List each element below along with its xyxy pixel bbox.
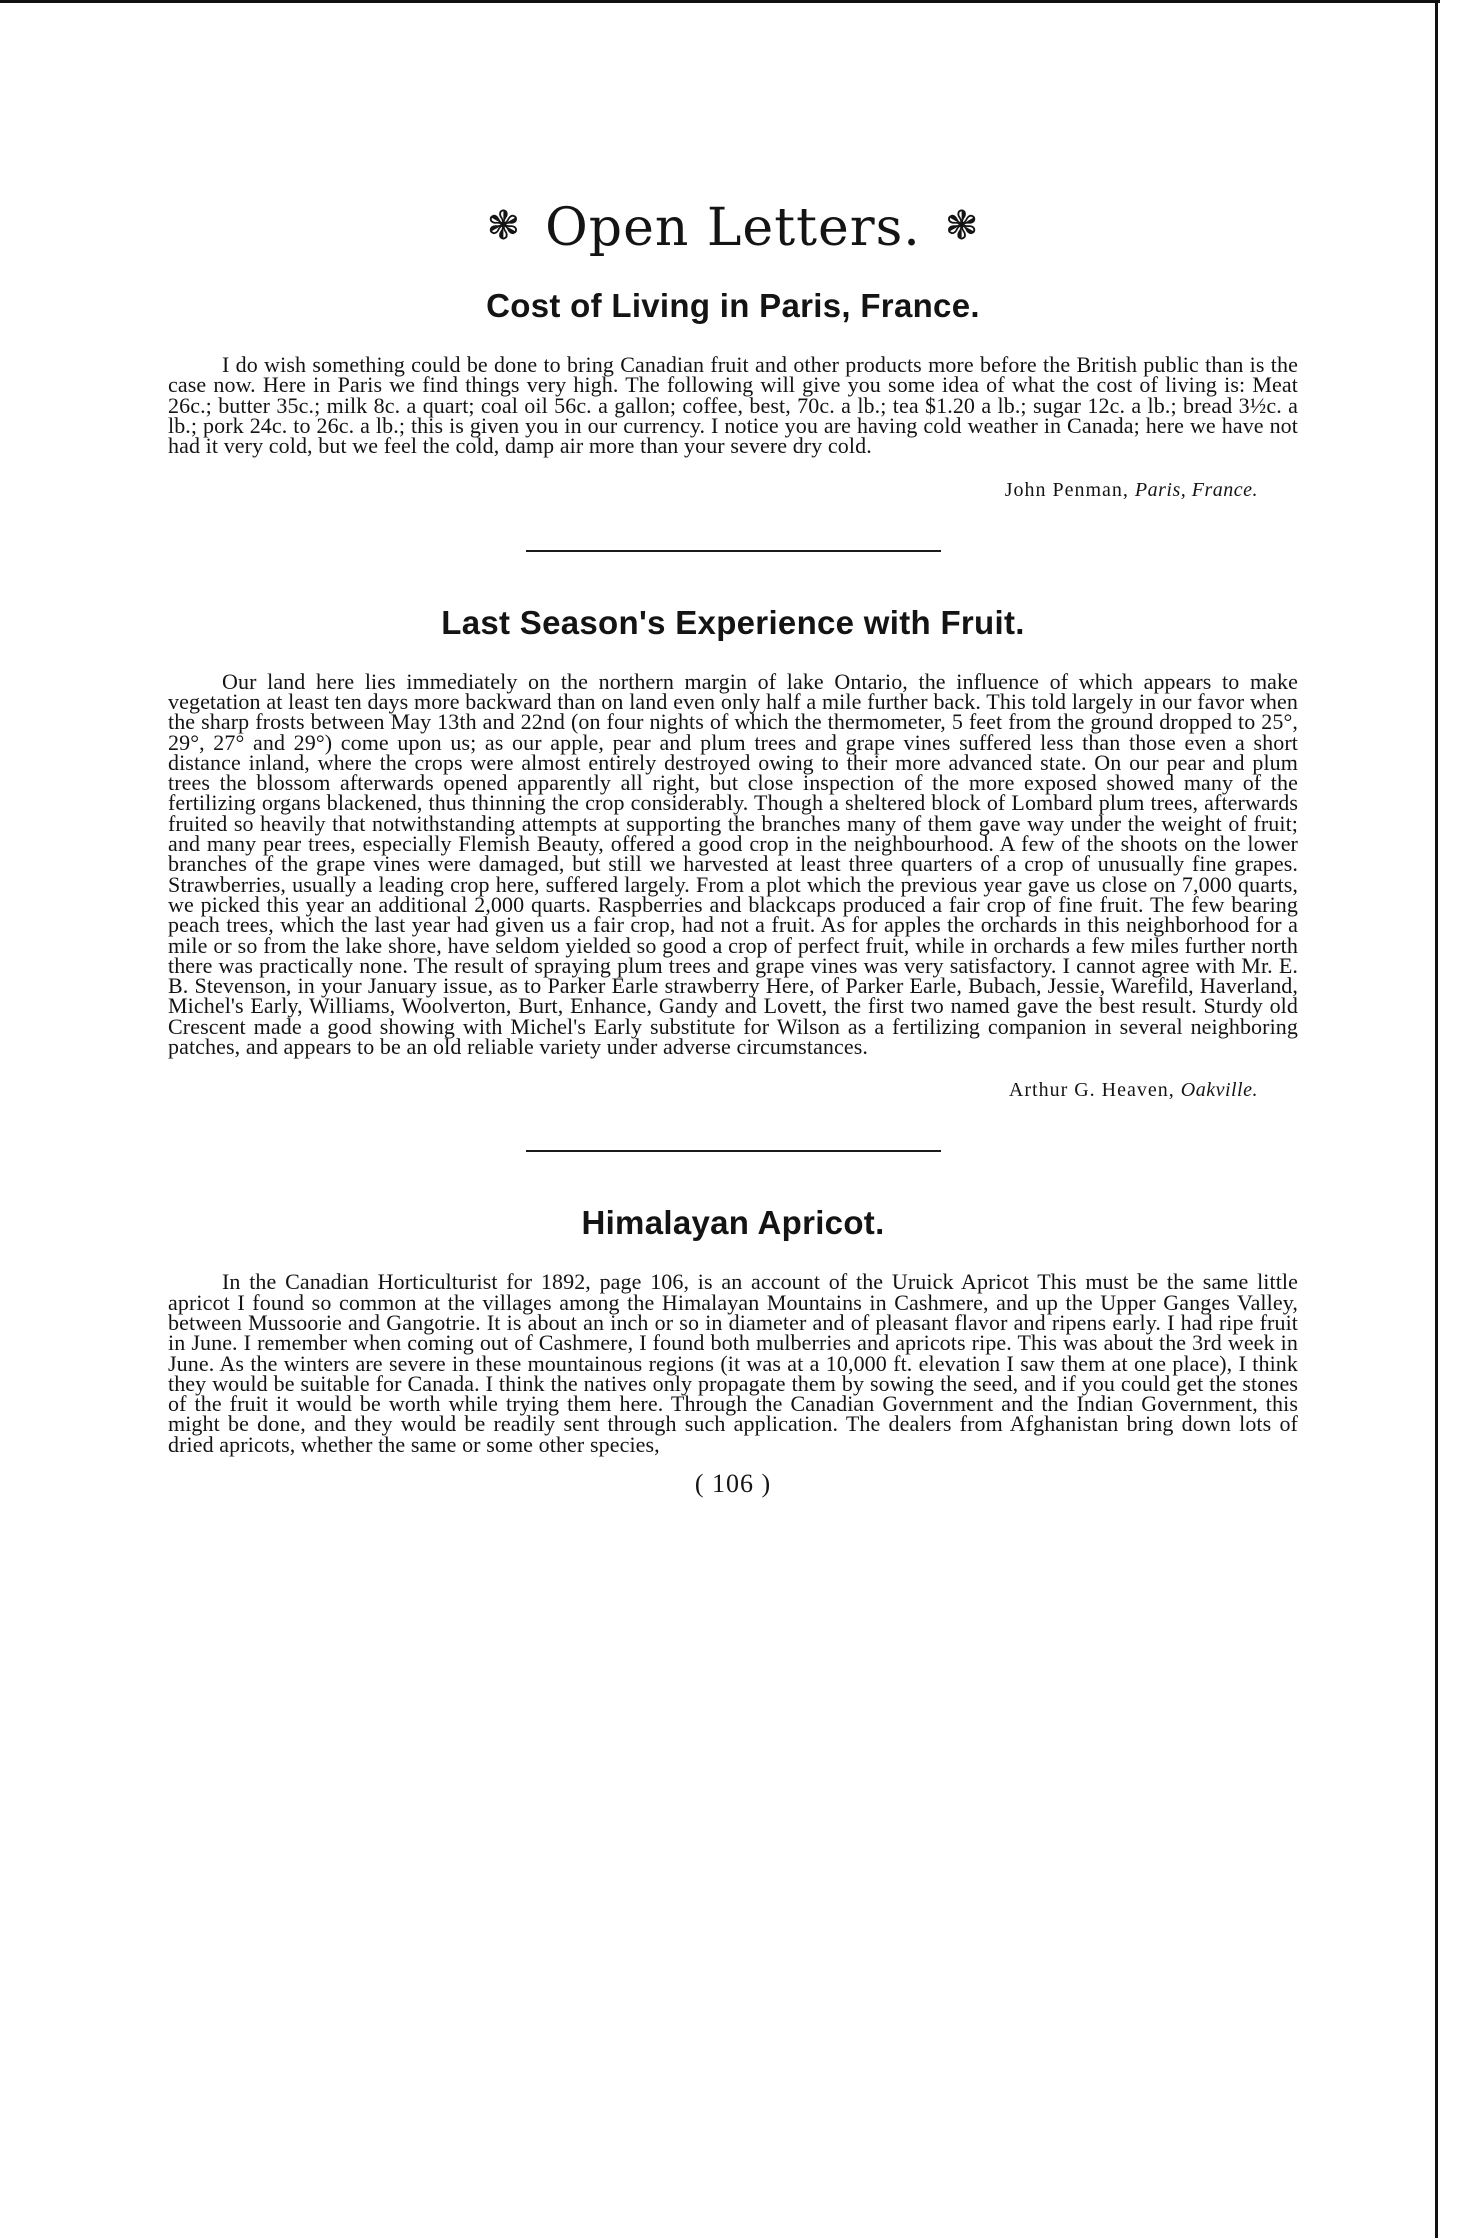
author-name: Arthur G. Heaven, — [1008, 1079, 1175, 1102]
article-title: Himalayan Apricot. — [581, 1204, 885, 1242]
author-place: Paris, France. — [1134, 478, 1258, 501]
asterisk-ornament-icon: ❃ — [486, 203, 522, 249]
article-body: In the Canadian Horticulturist for 1892, page 106, is an account of the Uruick Apricot This must be the same little apricot I found so common at the villages among the Himalayan Mountains in Cashmere, and up the Upper Ganges Valley, between Mussoorie and Gangotrie. It is about an inch or so in diameter and of pleasant flavor and ripens early. I had ripe fruit in June. I remember when coming out of Cashmere, I found both mulberries and apricots ripe. This was about the 3rd week in June. As the winters are severe in these mountainous regions (it was at a 10,000 ft. elevation I saw them at one place), I think they would be suitable for Canada. I think the natives only propagate them by sowing the seed, and if you could get the stones of the fruit it would be worth while trying them here. Through the Canadian Government and the Indian Government, this might be done, and they would be readily sent through such application. The dealers from Afghanistan bring down lots of dried apricots, whether the same or some other species, — [168, 1269, 1298, 1457]
magazine-page — [168, 200, 1298, 1499]
section-masthead — [168, 200, 1298, 257]
article-cost-of-living — [168, 287, 1298, 501]
article-himalayan-apricot — [168, 1204, 1298, 1455]
article-fruit-experience — [168, 604, 1298, 1103]
article-title: Last Season's Experience with Fruit. — [441, 603, 1025, 641]
masthead-title: Open Letters. — [545, 198, 921, 258]
author-signature — [168, 1079, 1258, 1102]
asterisk-ornament-icon: ❃ — [944, 203, 980, 249]
page-number: ( 106 ) — [694, 1468, 772, 1498]
article-body: I do wish something could be done to bring Canadian fruit and other products more before the British public than is the case now. Here in Paris we find things very high. The following will give you some idea of what the cost of living is: Meat 26c.; butter 35c.; milk 8c. a quart; coal oil 56c. a gallon; coffee, best, 70c. a lb.; tea $1.20 a lb.; sugar 12c. a lb.; bread 3½c. a lb.; pork 24c. to 26c. a lb.; this is given you in our currency. I notice you are having cold weather in Canada; here we have not had it very cold, but we feel the cold, damp air more than your severe dry cold. — [168, 352, 1298, 459]
author-signature — [168, 479, 1258, 502]
author-name: John Penman, — [1004, 478, 1129, 501]
section-divider — [526, 550, 941, 552]
author-place: Oakville. — [1180, 1079, 1258, 1102]
scan-top-edge — [0, 0, 1440, 3]
article-body: Our land here lies immediately on the northern margin of lake Ontario, the influence of which appears to make vegetation at least ten days more backward than on land even only half a mile further back. This told largely in our favor when the sharp frosts between May 13th and 22nd (on four nights of which the thermometer, 5 feet from the ground dropped to 25°, 29°, 27° and 29°) come upon us; as our apple, pear and plum trees and grape vines suffered less than those even a short distance inland, where the crops were almost entirely destroyed owing to their more advanced state. On our pear and plum trees the blossom afterwards opened apparently all right, but close inspection of the more exposed showed many of the fertilizing organs blackened, thus thinning the crop considerably. Though a sheltered block of Lombard plum trees, afterwards fruited so heavily that notwithstanding attempts at supporting the branches many of them gave way under the weight of fruit; and many pear trees, especially Flemish Beauty, offered a good crop in the neighbourhood. A few of the shoots on the lower branches of the grape vines were damaged, but still we harvested at least three quarters of a crop of unusually fine grapes. Strawberries, usually a leading crop here, suffered largely. From a plot which the previous year gave us close on 7,000 quarts, we picked this year an additional 2,000 quarts. Raspberries and blackcaps produced a fair crop of fine fruit. The few bearing peach trees, which the last year had given us a fair crop, had not a fruit. As for apples the orchards in this neighborhood for a mile or so from the lake shore, have seldom yielded so good a crop of perfect fruit, while in orchards a few miles further north there was practically none. The result of spraying plum trees and grape vines was very satisfactory. I cannot agree with Mr. E. B. Stevenson, in your January issue, as to Parker Earle strawberry Here, of Parker Earle, Bubach, Jessie, Warefild, Haverland, Michel's Early, Williams, Woolverton, Burt, Enhance, Gandy and Lovett, the first two named gave the best result. Sturdy old Crescent made a good showing with Michel's Early substitute for Wilson as a fertilizing companion in several neighboring patches, and appears to be an old reliable variety under adverse circumstances. — [168, 668, 1298, 1060]
section-divider — [526, 1150, 941, 1152]
article-title: Cost of Living in Paris, France. — [486, 287, 980, 325]
scan-right-edge — [1435, 0, 1438, 2238]
